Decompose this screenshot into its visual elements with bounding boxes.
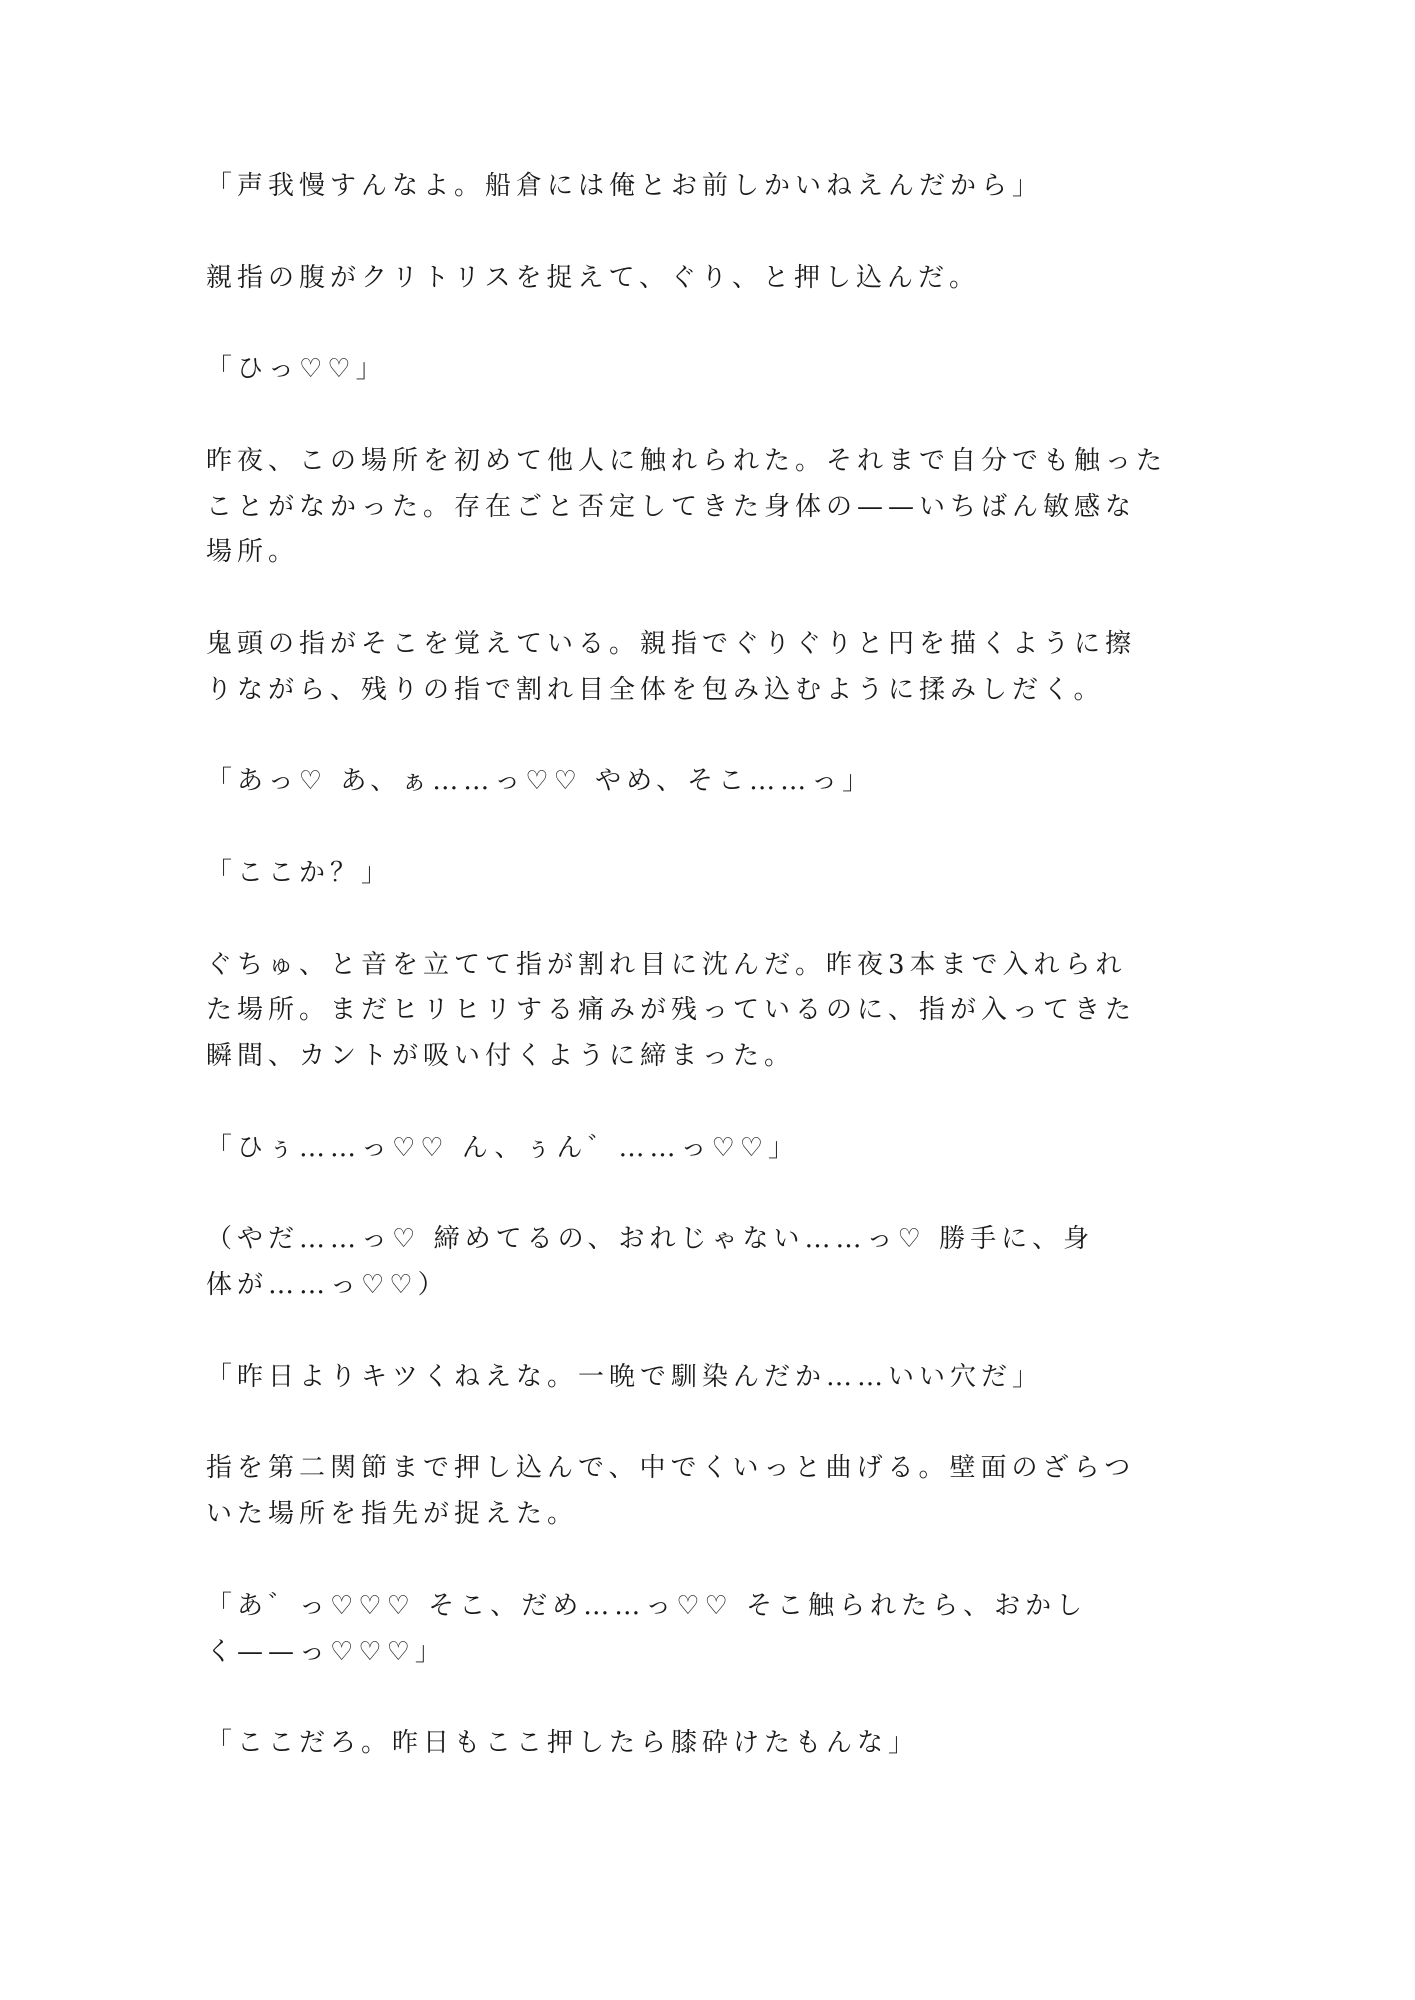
paragraph — [206, 1126, 1206, 1172]
text-line: （やだ……っ♡ 締めてるの、おれじゃない……っ♡ 勝手に、身 — [206, 1224, 1095, 1255]
paragraph — [206, 347, 1206, 393]
paragraph — [206, 256, 1206, 302]
paragraph — [206, 851, 1206, 897]
paragraph — [206, 943, 1206, 1080]
text-line: 瞬間、カントが吸い付くように締まった。 — [206, 1041, 796, 1072]
text-line: 「声我慢すんなよ。船倉には俺とお前しかいねえんだから」 — [206, 171, 1044, 201]
text-line: ことがなかった。存在ごと否定してきた身体の——いちばん敏感な — [206, 491, 1137, 522]
text-line: 指を第二関節まで押し込んで、中でくいっと曲げる。壁面のざらつ — [206, 1453, 1136, 1484]
paragraph — [206, 164, 1206, 210]
text-line: 場所。 — [206, 537, 300, 568]
text-line: 鬼頭の指がそこを覚えている。親指でぐりぐりと円を描くように擦 — [206, 628, 1137, 659]
paragraph — [206, 759, 1206, 805]
paragraph — [206, 1217, 1206, 1309]
paragraph — [206, 622, 1206, 714]
text-line: 「ここだろ。昨日もここ押したら膝砕けたもんな」 — [206, 1728, 920, 1759]
text-line: 「ひっ♡♡」 — [206, 354, 387, 385]
paragraph — [206, 439, 1206, 576]
text-line: 体が……っ♡♡） — [206, 1270, 449, 1301]
text-line: 「あ゛っ♡♡♡ そこ、だめ……っ♡♡ そこ触られたら、おかし — [206, 1590, 1088, 1621]
paragraph — [206, 1446, 1206, 1538]
text-line: 「ひぅ……っ♡♡ ん、ぅん゛……っ♡♡」 — [206, 1132, 800, 1163]
text-line: ぐちゅ、と音を立てて指が割れ目に沈んだ。昨夜3本まで入れられ — [206, 949, 1127, 980]
text-line: いた場所を指先が捉えた。 — [206, 1499, 579, 1530]
text-line: 「あっ♡ あ、ぁ……っ♡♡ やめ、そこ……っ」 — [206, 766, 874, 797]
text-line: く——っ♡♡♡」 — [206, 1636, 446, 1667]
text-line: 「ここか？」 — [206, 857, 393, 888]
text-line: りながら、残りの指で割れ目全体を包み込むように揉みしだく。 — [206, 674, 1105, 705]
paragraph — [206, 1355, 1206, 1401]
text-line: 親指の腹がクリトリスを捉えて、ぐり、と押し込んだ。 — [206, 262, 980, 293]
document-page — [206, 164, 1206, 1813]
text-line: 「昨日よりキツくねえな。一晩で馴染んだか……いい穴だ」 — [206, 1361, 1044, 1392]
text-line: た場所。まだヒリヒリする痛みが残っているのに、指が入ってきた — [206, 995, 1137, 1026]
text-line: 昨夜、この場所を初めて他人に触れられた。それまで自分でも触った — [206, 445, 1168, 476]
paragraph — [206, 1721, 1206, 1767]
paragraph — [206, 1584, 1206, 1676]
